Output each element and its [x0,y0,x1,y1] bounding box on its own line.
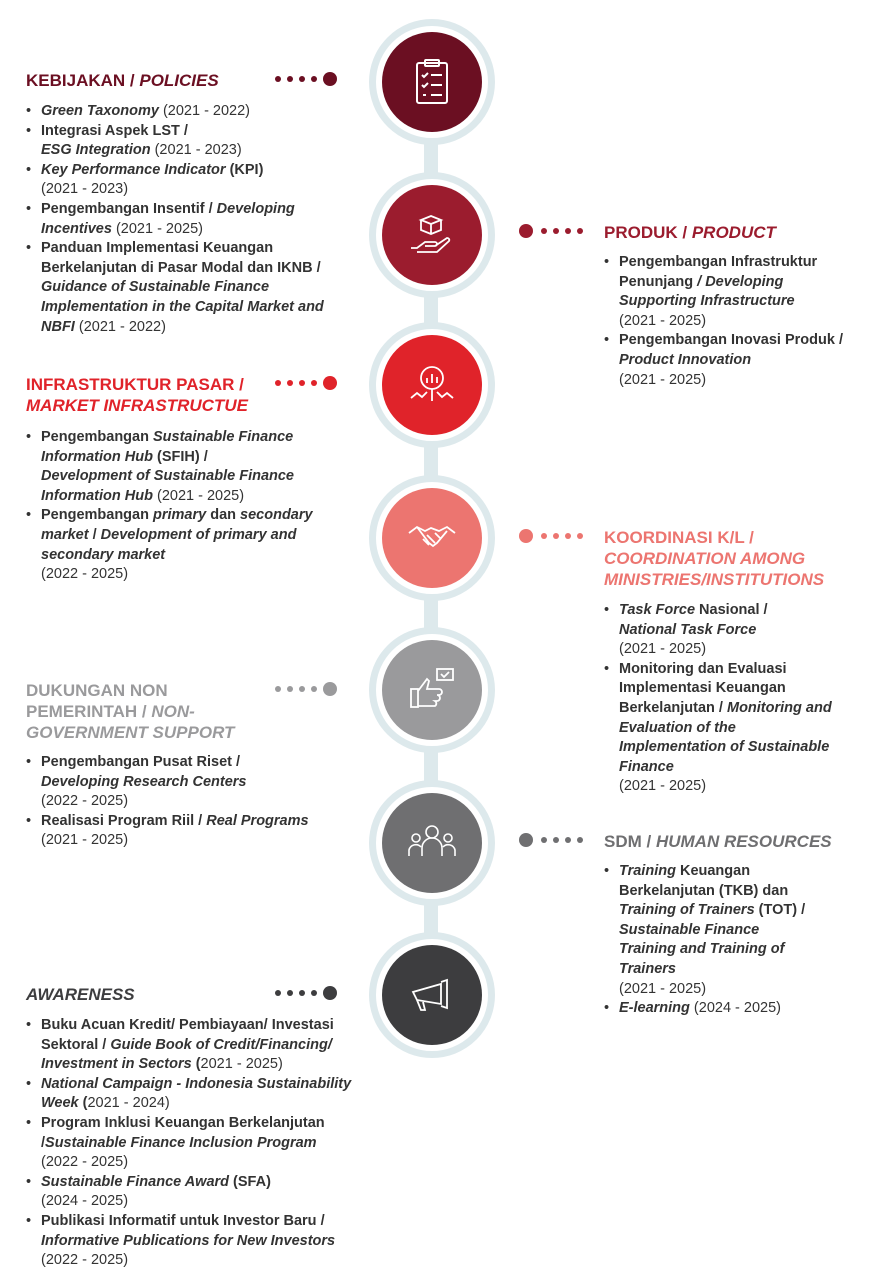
product-connector-dots [519,224,589,238]
coordination-node [369,475,495,601]
coordination-connector-dots [519,529,589,543]
list-item: • Green Taxonomy (2021 - 2022) [26,102,346,122]
non-gov-list [26,753,326,851]
human-resources-list [604,862,819,1019]
market-list [26,428,348,585]
megaphone-icon [405,968,459,1022]
handshake-icon [405,511,459,565]
human-resources-title: SDM / HUMAN RESOURCES [604,832,832,851]
awareness-node [369,932,495,1058]
non-gov-node [369,627,495,753]
list-item: • Program Inklusi Keuangan Berkelanjutan /Sustainable Finance Inclusion Program (2022 - 2025) [26,1114,371,1173]
list-item: • Integrasi Aspek LST / ESG Integration (2021 - 2023) [26,122,346,161]
product-list [604,253,854,390]
list-item: • Task Force Nasional / National Task Force (2021 - 2025) [604,601,844,660]
hand-holding-box-icon [405,208,459,262]
policies-node [369,19,495,145]
non-gov-title: DUKUNGAN NON PEMERINTAH / NON-GOVERNMENT SUPPORT [26,681,235,742]
coordination-title: KOORDINASI K/L / COORDINATION AMONG MINISTRIES/INSTITUTIONS [604,528,825,589]
list-item: • E-learning (2024 - 2025) [604,999,819,1019]
list-item: • Monitoring dan Evaluasi Implementasi Keuangan Berkelanjutan / Monitoring and Evaluation of the Implementation of Sustainable Finance (2021 - 2025) [604,660,844,797]
awareness-title: AWARENESS [26,985,135,1004]
list-item: • Key Performance Indicator (KPI) (2021 - 2023) [26,161,346,200]
list-item: • Pengembangan Insentif / Developing Incentives (2021 - 2025) [26,200,346,239]
non-gov-connector-dots [275,682,337,696]
clipboard-checklist-icon [405,55,459,109]
coordination-list [604,601,844,797]
people-group-icon [405,816,459,870]
list-item: • Pengembangan Sustainable Finance Information Hub (SFIH) / Development of Sustainable Finance Information Hub (2021 - 2025) [26,428,348,506]
awareness-connector-dots [275,986,337,1000]
list-item: • Pengembangan Pusat Riset / Developing Research Centers (2022 - 2025) [26,753,326,812]
market-node [369,322,495,448]
magnifier-chart-icon [405,358,459,412]
policies-connector-dots [275,72,337,86]
product-title: PRODUK / PRODUCT [604,223,776,242]
market-connector-dots [275,376,337,390]
list-item: • Pengembangan Inovasi Produk / Product Innovation (2021 - 2025) [604,331,854,390]
list-item: • Training Keuangan Berkelanjutan (TKB) dan Training of Trainers (TOT) / Sustainable Finance Training and Training of Trainers (2021 - 2025) [604,862,819,999]
list-item: • Pengembangan Infrastruktur Penunjang / Developing Supporting Infrastructure (2021 - 2025) [604,253,854,331]
policies-list [26,102,346,337]
list-item: • Sustainable Finance Award (SFA) (2024 - 2025) [26,1173,371,1212]
human-resources-connector-dots [519,833,589,847]
list-item: • Buku Acuan Kredit/ Pembiayaan/ Investasi Sektoral / Guide Book of Credit/Financing/ Investment in Sectors (2021 - 2025) [26,1016,371,1075]
human-resources-node [369,780,495,906]
list-item: • Publikasi Informatif untuk Investor Baru / Informative Publications for New Investors (2022 - 2025) [26,1212,371,1271]
list-item: • National Campaign - Indonesia Sustainability Week (2021 - 2024) [26,1075,371,1114]
awareness-list [26,1016,371,1271]
list-item: • Realisasi Program Riil / Real Programs (2021 - 2025) [26,812,326,851]
list-item: • Panduan Implementasi Keuangan Berkelanjutan di Pasar Modal dan IKNB / Guidance of Sustainable Finance Implementation in the Capital Market and NBFI (2021 - 2022) [26,239,346,337]
list-item: • Pengembangan primary dan secondary market / Development of primary and secondary market (2022 - 2025) [26,506,348,584]
product-node [369,172,495,298]
thumbs-up-icon [405,663,459,717]
policies-title: KEBIJAKAN / POLICIES [26,71,219,90]
market-title: INFRASTRUKTUR PASAR / MARKET INFRASTRUCTUE [26,375,248,415]
